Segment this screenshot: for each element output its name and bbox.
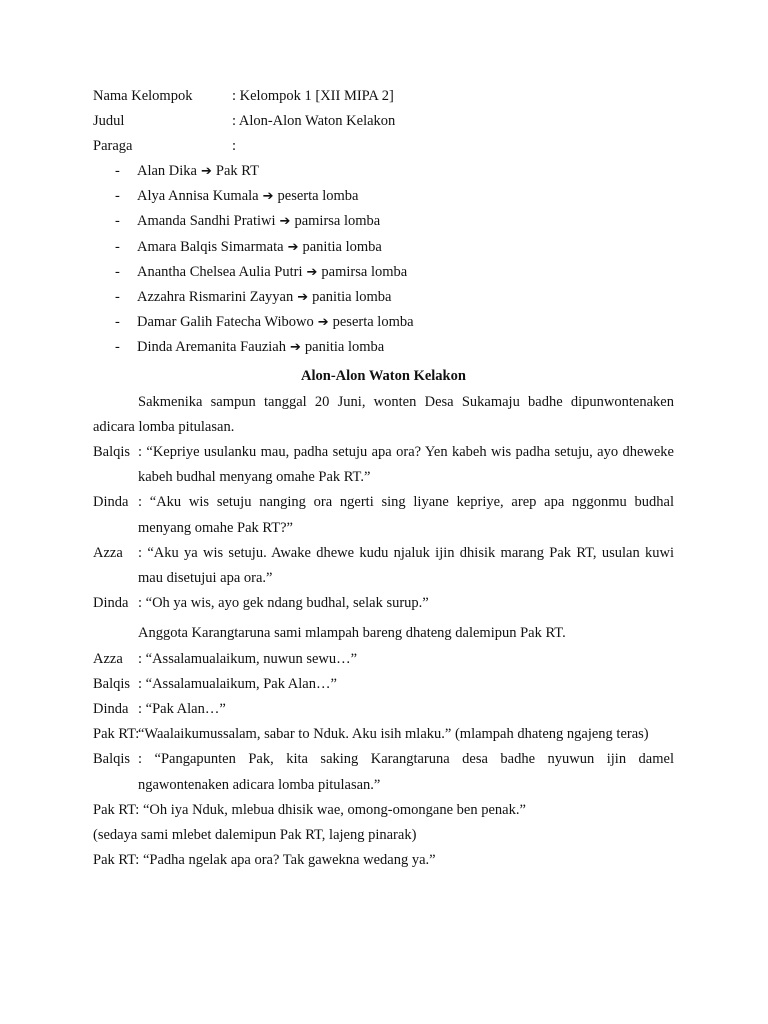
cast-role: panitia lomba [302, 238, 382, 255]
cast-item [93, 184, 674, 209]
cast-role: peserta lomba [277, 188, 359, 205]
cast-name: Amara Balqis Simarmata [137, 238, 284, 255]
right-arrow-icon: ➔ [262, 189, 274, 205]
cast-item [93, 235, 674, 260]
list-dash: - [115, 213, 120, 230]
speaker-name: Azza [93, 544, 123, 561]
speaker-name: Balqis [93, 675, 131, 692]
cast-item [93, 285, 674, 310]
title-label: Judul [93, 113, 125, 129]
group-value: : Kelompok 1 [XII MIPA 2] [232, 88, 394, 104]
dialog-section-1 [93, 440, 674, 616]
cast-role: Pak RT [215, 163, 259, 180]
dialog-line [93, 591, 674, 616]
dialog-line [93, 490, 674, 540]
document-page [93, 84, 674, 873]
right-arrow-icon: ➔ [287, 239, 299, 255]
right-arrow-icon: ➔ [317, 315, 329, 331]
dialog-text: : “Aku ya wis setuju. Awake dhewe kudu njaluk ijin dhisik marang Pak RT, usulan kuwi mau disetujui apa ora.” [138, 544, 674, 586]
list-dash: - [115, 289, 120, 306]
speaker-name: Dinda [93, 700, 129, 717]
cast-role: peserta lomba [332, 314, 414, 331]
right-arrow-icon: ➔ [297, 290, 309, 306]
right-arrow-icon: ➔ [289, 340, 301, 356]
cast-list [93, 159, 674, 361]
closing-line-1: Pak RT: “Oh iya Nduk, mlebua dhisik wae, omong-omongane ben penak.” [93, 801, 526, 818]
cast-role: pamirsa lomba [294, 213, 381, 230]
intro-paragraph: Sakmenika sampun tanggal 20 Juni, wonten Desa Sukamaju badhe dipunwontenaken adicara lomba pitulasan. [93, 393, 674, 435]
dialog-section-2 [93, 647, 674, 798]
right-arrow-icon: ➔ [279, 214, 291, 230]
dialog-line [93, 440, 674, 490]
list-dash: - [115, 188, 120, 205]
cast-row [93, 134, 674, 159]
dialog-text: : “Pangapunten Pak, kita saking Karangtaruna desa badhe nyuwun ijin damel ngawontenaken adicara lomba pitulasan.” [138, 751, 674, 793]
group-row [93, 84, 674, 109]
list-dash: - [115, 314, 120, 331]
dialog-text: : “Assalamualaikum, nuwun sewu…” [138, 650, 358, 667]
dialog-line [93, 647, 674, 672]
cast-role: pamirsa lomba [321, 263, 408, 280]
list-dash: - [115, 263, 120, 280]
cast-item [93, 159, 674, 184]
cast-name: Azzahra Rismarini Zayyan [137, 289, 294, 306]
speaker-name: Dinda [93, 494, 129, 511]
speaker-name: Pak RT: [93, 726, 140, 743]
dialog-text: : “Kepriye usulanku mau, padha setuju apa ora? Yen kabeh wis padha setuju, ayo dheweke kabeh budhal menyang omahe Pak RT.” [138, 443, 674, 486]
cast-item [93, 260, 674, 285]
dialog-text: : “Oh ya wis, ayo gek ndang budhal, selak surup.” [138, 595, 429, 612]
dialog-line [93, 747, 674, 797]
dialog-line [93, 541, 674, 591]
cast-value: : [232, 138, 237, 154]
list-dash: - [115, 238, 120, 255]
closing-line-2: (sedaya sami mlebet dalemipun Pak RT, lajeng pinarak) [93, 826, 417, 843]
list-dash: - [115, 339, 120, 356]
narration-paragraph: Anggota Karangtaruna sami mlampah bareng dhateng dalemipun Pak RT. [138, 625, 566, 642]
dialog-text: “Waalaikumussalam, sabar to Nduk. Aku isih mlaku.” (mlampah dhateng ngajeng teras) [138, 726, 649, 743]
dialog-line [93, 697, 674, 722]
cast-item [93, 310, 674, 335]
dialog-line [93, 722, 674, 747]
cast-name: Alya Annisa Kumala [137, 188, 259, 205]
list-dash: - [115, 163, 120, 180]
cast-item [93, 335, 674, 360]
cast-role: panitia lomba [312, 289, 392, 306]
cast-name: Alan Dika [137, 163, 197, 180]
group-label: Nama Kelompok [93, 88, 193, 104]
dialog-text: : “Assalamualaikum, Pak Alan…” [138, 675, 337, 692]
speaker-name: Azza [93, 650, 123, 667]
title-value: : Alon-Alon Waton Kelakon [232, 113, 396, 129]
right-arrow-icon: ➔ [201, 164, 212, 180]
speaker-name: Balqis [93, 751, 131, 768]
cast-name: Amanda Sandhi Pratiwi [137, 213, 276, 230]
speaker-name: Dinda [93, 595, 129, 612]
cast-name: Damar Galih Fatecha Wibowo [137, 314, 314, 331]
cast-name: Anantha Chelsea Aulia Putri [137, 263, 303, 280]
cast-item [93, 209, 674, 234]
cast-role: panitia lomba [304, 339, 385, 356]
right-arrow-icon: ➔ [306, 264, 318, 280]
closing-line-3: Pak RT: “Padha ngelak apa ora? Tak gawekna wedang ya.” [93, 852, 436, 869]
dialog-text: : “Aku wis setuju nanging ora ngerti sing liyane kepriye, arep apa nggonmu budhal menyang omahe Pak RT?” [138, 494, 674, 536]
story-title: Alon-Alon Waton Kelakon [301, 368, 466, 384]
dialog-line [93, 672, 674, 697]
speaker-name: Balqis [93, 443, 131, 460]
cast-name: Dinda Aremanita Fauziah [137, 339, 286, 356]
title-row [93, 109, 674, 134]
cast-label: Paraga [93, 138, 133, 154]
dialog-text: : “Pak Alan…” [138, 700, 226, 717]
